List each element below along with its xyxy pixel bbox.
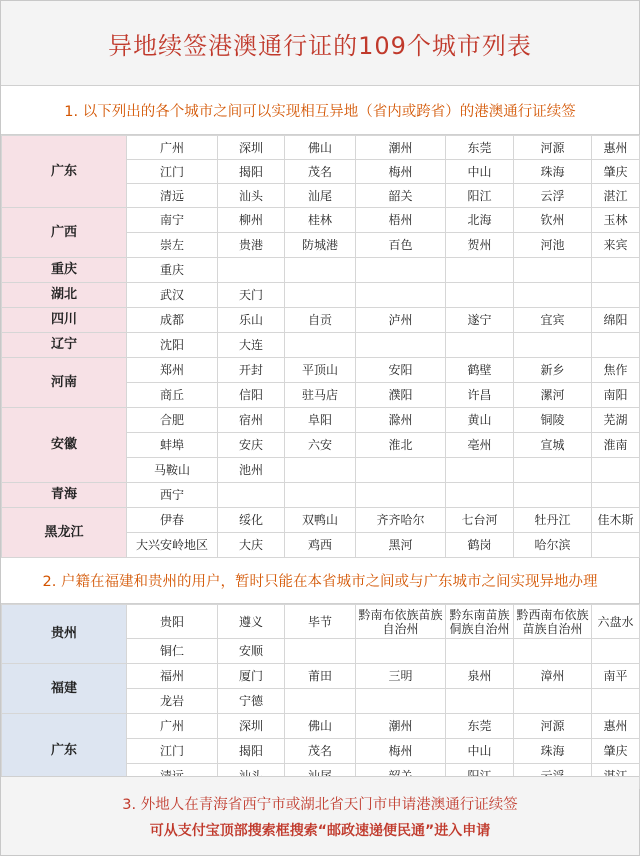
city-cell: 茂名 [285, 739, 356, 764]
city-cell: 濮阳 [356, 383, 446, 408]
city-cell [285, 689, 356, 714]
city-cell [356, 689, 446, 714]
city-cell: 泸州 [356, 308, 446, 333]
table-row [2, 605, 640, 639]
city-cell [514, 639, 592, 664]
table-row [2, 508, 640, 533]
city-cell [356, 283, 446, 308]
city-cell: 沈阳 [127, 333, 218, 358]
city-cell: 淮北 [356, 433, 446, 458]
city-cell: 云浮 [514, 184, 592, 208]
city-cell: 梅州 [356, 739, 446, 764]
section1-table [1, 135, 640, 558]
city-cell [446, 458, 514, 483]
city-cell: 六盘水 [592, 605, 640, 639]
city-cell: 平顶山 [285, 358, 356, 383]
city-cell: 绵阳 [592, 308, 640, 333]
city-cell: 马鞍山 [127, 458, 218, 483]
city-cell [356, 483, 446, 508]
section1-heading: 1. 以下列出的各个城市之间可以实现相互异地（省内或跨省）的港澳通行证续签 [1, 86, 639, 135]
city-cell: 东莞 [446, 136, 514, 160]
city-cell: 阳江 [446, 184, 514, 208]
city-cell: 深圳 [218, 136, 285, 160]
city-cell: 伊春 [127, 508, 218, 533]
city-cell [446, 483, 514, 508]
city-cell: 安阳 [356, 358, 446, 383]
city-cell: 铜陵 [514, 408, 592, 433]
table-row [2, 308, 640, 333]
city-cell: 桂林 [285, 208, 356, 233]
city-cell: 江门 [127, 739, 218, 764]
province-label: 湖北 [2, 283, 127, 308]
city-cell: 佛山 [285, 714, 356, 739]
city-cell [592, 689, 640, 714]
table-row [2, 714, 640, 739]
city-cell: 南平 [592, 664, 640, 689]
city-cell: 信阳 [218, 383, 285, 408]
city-cell: 黔西南布依族苗族自治州 [514, 605, 592, 639]
city-cell [592, 639, 640, 664]
city-cell [285, 483, 356, 508]
city-cell: 揭阳 [218, 160, 285, 184]
province-label: 四川 [2, 308, 127, 333]
city-cell [446, 283, 514, 308]
province-label: 河南 [2, 358, 127, 408]
city-cell: 汕尾 [285, 184, 356, 208]
city-cell: 绥化 [218, 508, 285, 533]
city-cell: 贵港 [218, 233, 285, 258]
city-cell: 韶关 [356, 184, 446, 208]
city-cell [514, 458, 592, 483]
city-cell [514, 483, 592, 508]
city-cell: 深圳 [218, 714, 285, 739]
city-cell [218, 258, 285, 283]
city-cell [356, 458, 446, 483]
city-cell [285, 258, 356, 283]
city-cell: 成都 [127, 308, 218, 333]
province-label: 黑龙江 [2, 508, 127, 558]
city-cell [592, 533, 640, 558]
city-cell: 乐山 [218, 308, 285, 333]
province-label: 广东 [2, 136, 127, 208]
city-cell: 潮州 [356, 714, 446, 739]
footer-line-1: 3. 外地人在青海省西宁市或湖北省天门市申请港澳通行证续签 [122, 796, 518, 813]
province-label: 安徽 [2, 408, 127, 483]
province-label: 贵州 [2, 605, 127, 664]
city-cell: 齐齐哈尔 [356, 508, 446, 533]
footer-note [1, 776, 639, 855]
city-cell: 郑州 [127, 358, 218, 383]
city-cell: 河源 [514, 136, 592, 160]
city-cell: 重庆 [127, 258, 218, 283]
section2-table [1, 604, 640, 789]
city-cell: 防城港 [285, 233, 356, 258]
city-cell [356, 258, 446, 283]
city-cell: 西宁 [127, 483, 218, 508]
city-cell: 百色 [356, 233, 446, 258]
city-cell: 揭阳 [218, 739, 285, 764]
city-cell: 珠海 [514, 160, 592, 184]
city-cell: 佳木斯 [592, 508, 640, 533]
city-cell: 潮州 [356, 136, 446, 160]
city-cell: 柳州 [218, 208, 285, 233]
city-cell: 崇左 [127, 233, 218, 258]
table-row [2, 358, 640, 383]
city-cell [446, 639, 514, 664]
city-cell [592, 333, 640, 358]
city-cell [592, 483, 640, 508]
city-cell [218, 483, 285, 508]
city-cell: 福州 [127, 664, 218, 689]
city-cell: 漳州 [514, 664, 592, 689]
city-cell: 茂名 [285, 160, 356, 184]
city-cell: 黑河 [356, 533, 446, 558]
city-cell: 武汉 [127, 283, 218, 308]
city-cell: 铜仁 [127, 639, 218, 664]
city-cell: 三明 [356, 664, 446, 689]
city-cell [446, 333, 514, 358]
city-cell: 贺州 [446, 233, 514, 258]
city-cell: 北海 [446, 208, 514, 233]
city-cell: 天门 [218, 283, 285, 308]
city-cell: 黔南布依族苗族自治州 [356, 605, 446, 639]
city-cell: 广州 [127, 714, 218, 739]
city-cell [514, 689, 592, 714]
city-cell: 宿州 [218, 408, 285, 433]
city-cell: 黔东南苗族侗族自治州 [446, 605, 514, 639]
city-cell: 安庆 [218, 433, 285, 458]
city-cell [285, 458, 356, 483]
city-cell: 南阳 [592, 383, 640, 408]
city-cell: 惠州 [592, 136, 640, 160]
city-cell: 牡丹江 [514, 508, 592, 533]
city-cell: 珠海 [514, 739, 592, 764]
city-cell: 焦作 [592, 358, 640, 383]
city-cell: 玉林 [592, 208, 640, 233]
city-cell: 七台河 [446, 508, 514, 533]
city-cell: 自贡 [285, 308, 356, 333]
city-cell: 南宁 [127, 208, 218, 233]
table-row [2, 664, 640, 689]
city-cell: 遵义 [218, 605, 285, 639]
city-cell [356, 639, 446, 664]
city-cell: 河池 [514, 233, 592, 258]
city-cell: 亳州 [446, 433, 514, 458]
city-cell: 阜阳 [285, 408, 356, 433]
city-cell: 宁德 [218, 689, 285, 714]
city-cell: 鹤壁 [446, 358, 514, 383]
table-row [2, 408, 640, 433]
city-cell: 鸡西 [285, 533, 356, 558]
page-title: 异地续签港澳通行证的109个城市列表 [1, 1, 639, 86]
city-cell: 佛山 [285, 136, 356, 160]
city-cell [514, 333, 592, 358]
province-label: 福建 [2, 664, 127, 714]
city-cell: 滁州 [356, 408, 446, 433]
city-cell: 钦州 [514, 208, 592, 233]
province-label: 辽宁 [2, 333, 127, 358]
city-cell: 遂宁 [446, 308, 514, 333]
city-cell: 清远 [127, 184, 218, 208]
table-row [2, 136, 640, 160]
city-cell: 大兴安岭地区 [127, 533, 218, 558]
city-cell: 芜湖 [592, 408, 640, 433]
city-cell [592, 258, 640, 283]
table-row [2, 208, 640, 233]
city-cell: 商丘 [127, 383, 218, 408]
city-cell: 六安 [285, 433, 356, 458]
city-cell [285, 283, 356, 308]
city-cell: 贵阳 [127, 605, 218, 639]
province-label: 广东 [2, 714, 127, 789]
city-cell: 厦门 [218, 664, 285, 689]
city-cell [446, 689, 514, 714]
city-cell: 龙岩 [127, 689, 218, 714]
city-cell: 大庆 [218, 533, 285, 558]
city-cell: 新乡 [514, 358, 592, 383]
city-cell [514, 283, 592, 308]
city-cell: 湛江 [592, 184, 640, 208]
province-label: 广西 [2, 208, 127, 258]
city-cell: 池州 [218, 458, 285, 483]
city-cell: 双鸭山 [285, 508, 356, 533]
city-cell: 中山 [446, 739, 514, 764]
city-cell: 合肥 [127, 408, 218, 433]
city-cell: 驻马店 [285, 383, 356, 408]
city-cell: 惠州 [592, 714, 640, 739]
city-cell: 许昌 [446, 383, 514, 408]
city-cell: 肇庆 [592, 160, 640, 184]
city-cell [592, 458, 640, 483]
city-cell: 开封 [218, 358, 285, 383]
city-cell: 黄山 [446, 408, 514, 433]
table-row [2, 333, 640, 358]
section2-heading: 2. 户籍在福建和贵州的用户，暂时只能在本省城市之间或与广东城市之间实现异地办理 [1, 558, 639, 604]
city-cell: 宜宾 [514, 308, 592, 333]
city-cell: 淮南 [592, 433, 640, 458]
city-cell: 安顺 [218, 639, 285, 664]
table-row [2, 258, 640, 283]
city-cell: 梧州 [356, 208, 446, 233]
table-row [2, 283, 640, 308]
city-cell: 鹤岗 [446, 533, 514, 558]
city-cell: 毕节 [285, 605, 356, 639]
city-cell: 泉州 [446, 664, 514, 689]
city-cell [285, 333, 356, 358]
city-cell: 哈尔滨 [514, 533, 592, 558]
table-row [2, 483, 640, 508]
city-cell: 汕头 [218, 184, 285, 208]
city-cell: 漯河 [514, 383, 592, 408]
province-label: 青海 [2, 483, 127, 508]
city-cell: 宣城 [514, 433, 592, 458]
city-cell [356, 333, 446, 358]
city-cell: 大连 [218, 333, 285, 358]
city-cell: 河源 [514, 714, 592, 739]
city-cell: 中山 [446, 160, 514, 184]
city-cell: 东莞 [446, 714, 514, 739]
province-label: 重庆 [2, 258, 127, 283]
city-cell: 来宾 [592, 233, 640, 258]
footer-line-2: 可从支付宝顶部搜索框搜索“邮政速递便民通”进入申请 [149, 822, 491, 839]
city-cell: 肇庆 [592, 739, 640, 764]
city-cell [446, 258, 514, 283]
city-cell [285, 639, 356, 664]
city-cell: 莆田 [285, 664, 356, 689]
city-cell: 江门 [127, 160, 218, 184]
city-cell: 蚌埠 [127, 433, 218, 458]
city-cell: 广州 [127, 136, 218, 160]
city-cell [592, 283, 640, 308]
city-cell [514, 258, 592, 283]
city-cell: 梅州 [356, 160, 446, 184]
